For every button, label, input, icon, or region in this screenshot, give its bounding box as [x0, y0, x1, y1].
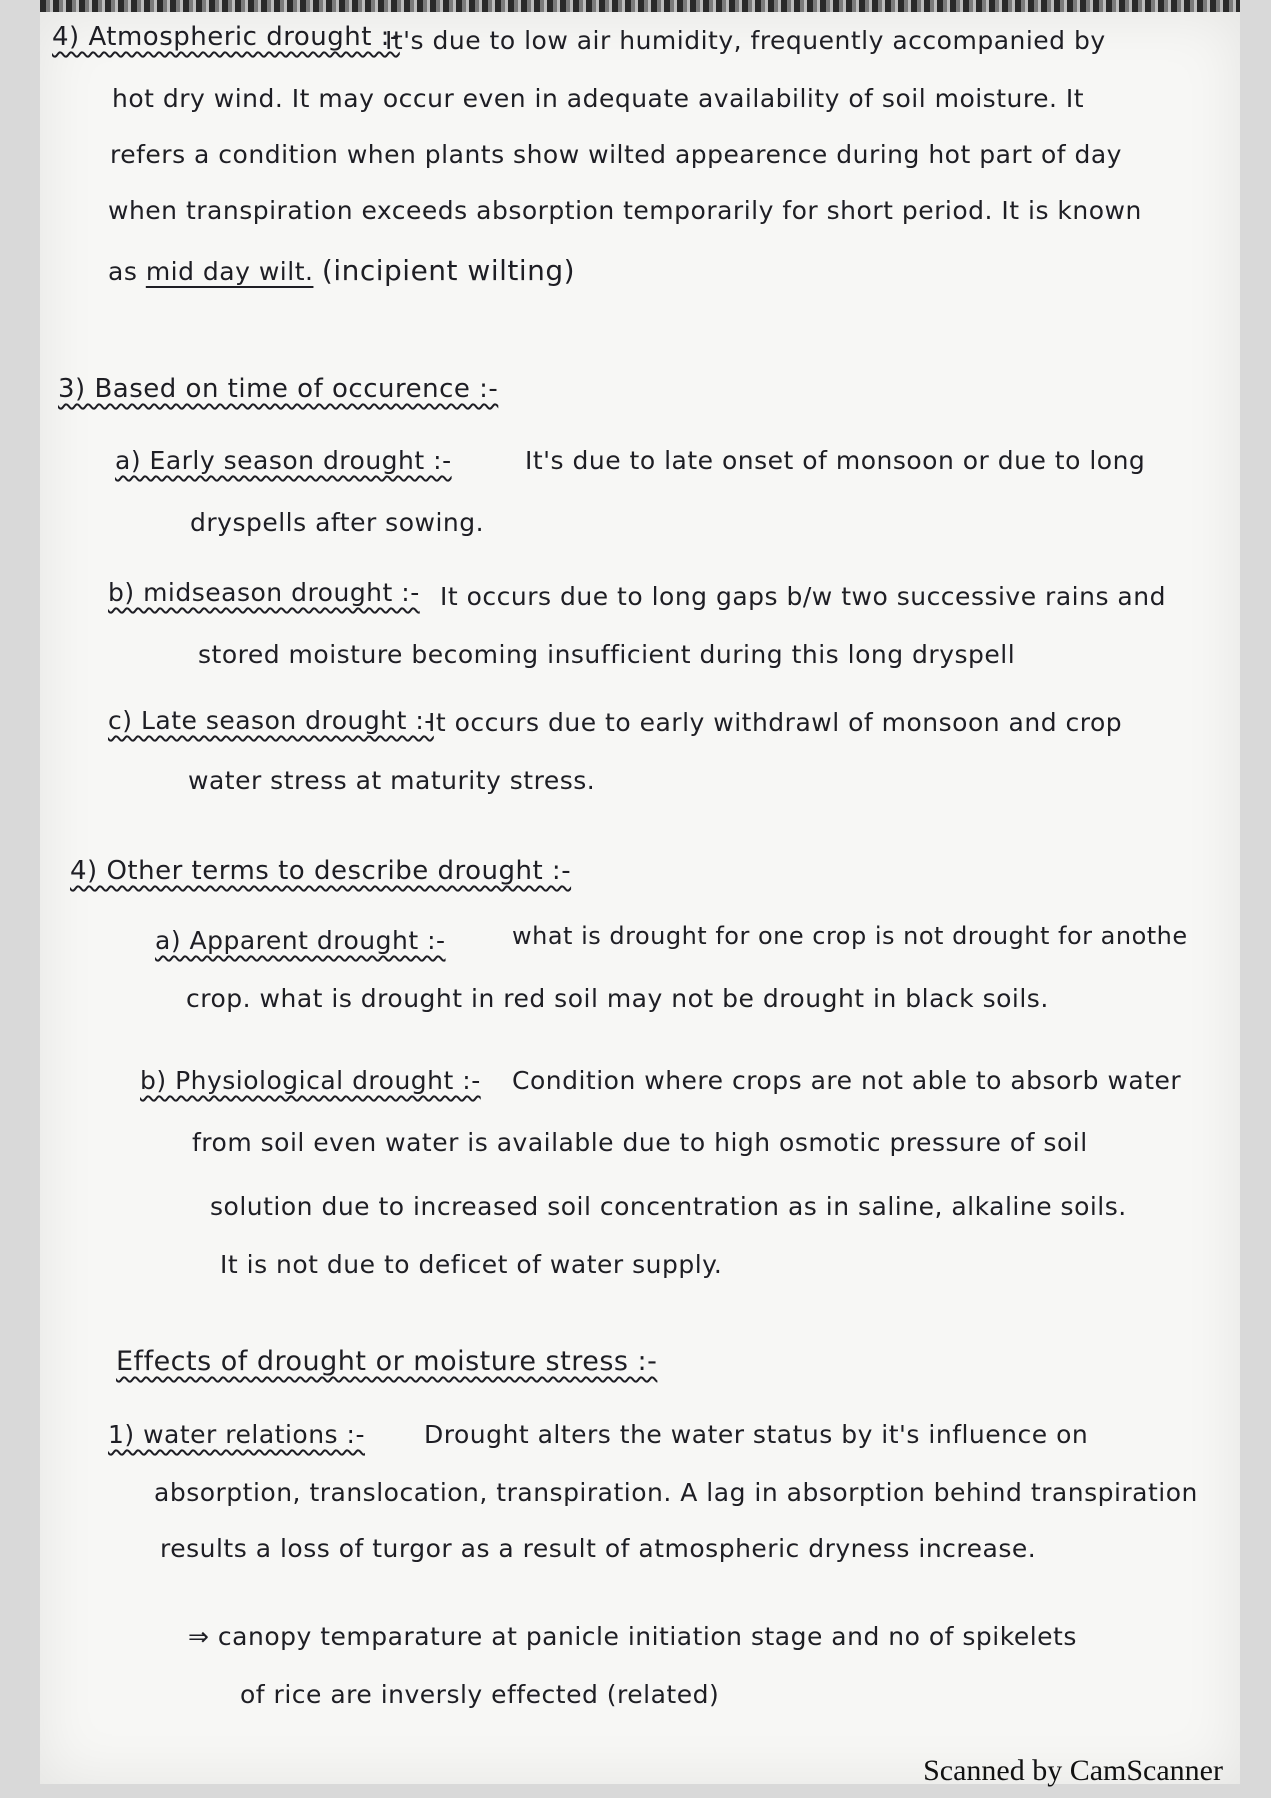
page-top-edge	[40, 0, 1240, 12]
as-prefix: as	[108, 257, 138, 286]
effects-title: Effects of drought or moisture stress :-	[116, 1346, 658, 1377]
camscanner-watermark: Scanned by CamScanner	[923, 1754, 1223, 1787]
canopy-text-1: canopy temparature at panicle initiation stage and no of spikelets	[217, 1622, 1077, 1651]
atmospheric-line-3: refers a condition when plants show wilted appearence during hot part of day	[110, 140, 1122, 169]
physiological-line-3: solution due to increased soil concentration as in saline, alkaline soils.	[210, 1192, 1127, 1221]
arrow-icon: ⇒	[188, 1622, 210, 1651]
atmospheric-line-1: It's due to low air humidity, frequently accompanied by	[385, 26, 1106, 55]
physiological-line-4: It is not due to deficet of water supply.	[220, 1250, 723, 1279]
water-relations-line-3: results a loss of turgor as a result of atmospheric dryness increase.	[160, 1534, 1037, 1563]
canopy-line-2: of rice are inversly effected (related)	[240, 1680, 720, 1709]
early-season-line-1: It's due to late onset of monsoon or due to long	[525, 446, 1146, 475]
midseason-title: b) midseason drought :-	[108, 578, 420, 607]
atmospheric-line-4: when transpiration exceeds absorption temporarily for short period. It is known	[108, 196, 1142, 225]
midseason-line-2: stored moisture becoming insufficient during this long dryspell	[198, 640, 1016, 669]
early-season-line-2: dryspells after sowing.	[190, 508, 485, 537]
late-season-title: c) Late season drought :-	[108, 706, 434, 735]
early-season-title: a) Early season drought :-	[115, 446, 452, 475]
midseason-line-1: It occurs due to long gaps b/w two successive rains and	[440, 582, 1166, 611]
atmospheric-line-2: hot dry wind. It may occur even in adequate availability of soil moisture. It	[112, 84, 1085, 113]
time-occurence-title: 3) Based on time of occurence :-	[58, 374, 499, 404]
apparent-line-1: what is drought for one crop is not drought for anothe	[512, 922, 1188, 950]
incipient-wilting-term: (incipient wilting)	[321, 254, 576, 287]
canopy-line-1	[188, 1622, 1077, 1651]
late-season-line-1: It occurs due to early withdrawl of monsoon and crop	[428, 708, 1123, 737]
water-relations-title: 1) water relations :-	[108, 1420, 365, 1449]
mid-day-wilt-term: mid day wilt.	[145, 257, 314, 286]
late-season-line-2: water stress at maturity stress.	[188, 766, 596, 795]
water-relations-line-1: Drought alters the water status by it's influence on	[424, 1420, 1089, 1449]
physiological-drought-title: b) Physiological drought :-	[140, 1066, 481, 1095]
physiological-line-2: from soil even water is available due to high osmotic pressure of soil	[192, 1128, 1088, 1157]
other-terms-title: 4) Other terms to describe drought :-	[70, 856, 572, 886]
apparent-line-2: crop. what is drought in red soil may not be drought in black soils.	[186, 984, 1049, 1013]
atmospheric-drought-title: 4) Atmospheric drought :-	[52, 22, 400, 52]
atmospheric-line-5	[108, 254, 575, 287]
physiological-line-1: Condition where crops are not able to absorb water	[512, 1066, 1182, 1095]
apparent-drought-title: a) Apparent drought :-	[155, 926, 446, 955]
water-relations-line-2: absorption, translocation, transpiration. A lag in absorption behind transpiration	[154, 1478, 1198, 1507]
